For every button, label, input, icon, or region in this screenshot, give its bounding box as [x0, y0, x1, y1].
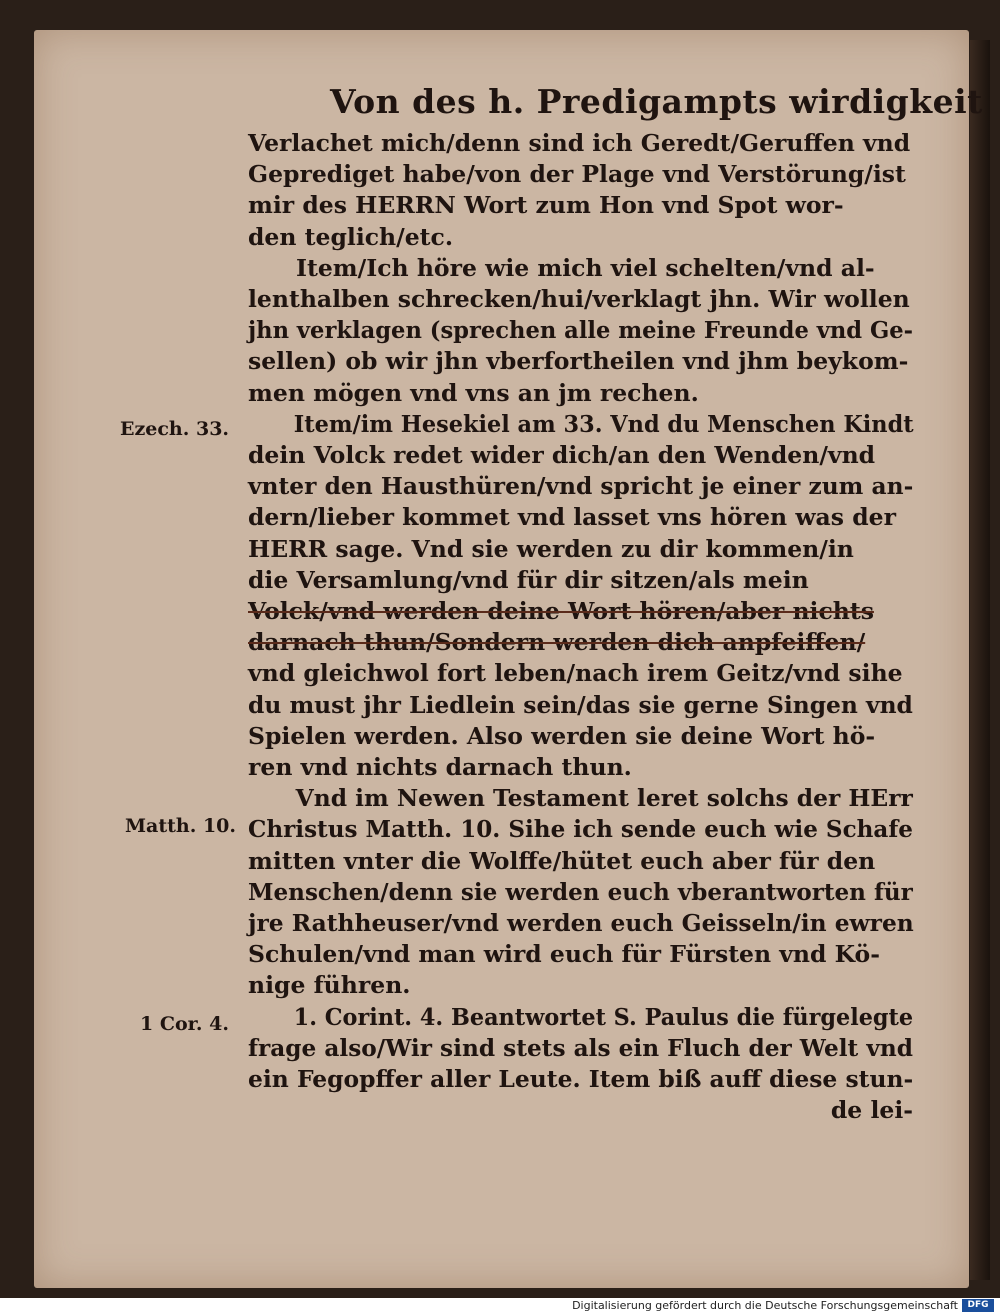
text-line: dein Volck redet wider dich/an den Wenden/vnd — [248, 441, 876, 470]
catchword: de lei- — [830, 1096, 913, 1125]
text-line: jhn verklagen (sprechen alle meine Freunde vnd Ge- — [248, 316, 914, 345]
text-line: die Versamlung/vnd für dir sitzen/als mein — [248, 565, 809, 594]
text-line: HERR sage. Vnd sie werden zu dir kommen/in — [248, 534, 854, 563]
dfg-logo-icon: DFG — [962, 1299, 994, 1312]
text-line: Item/im Hesekiel am 33. Vnd du Menschen Kindt — [293, 409, 914, 438]
footer-credit: Digitalisierung gefördert durch die Deutsche Forschungsgemeinschaft — [572, 1299, 958, 1312]
text-line-struck: darnach thun/Sondern werden dich anpfeiffen/ — [248, 628, 866, 657]
text-line: 1. Corint. 4. Beantwortet S. Paulus die fürgelegte — [293, 1002, 914, 1031]
text-line: Item/Ich höre wie mich viel schelten/vnd al- — [296, 253, 875, 282]
footer-bar — [0, 1298, 1000, 1313]
text-line: den teglich/etc. — [248, 222, 454, 251]
text-line: vnter den Hausthüren/vnd spricht je einer zum an- — [248, 472, 914, 501]
text-line: Geprediget habe/von der Plage vnd Verstörung/ist — [248, 160, 906, 189]
text-line: Vnd im Newen Testament leret solchs der HErr — [295, 784, 913, 813]
marginal-note-cor: 1 Cor. 4. — [140, 1013, 229, 1035]
text-line: mir des HERRN Wort zum Hon vnd Spot wor- — [248, 191, 844, 220]
text-line: Schulen/vnd man wird euch für Fürsten vnd Kö- — [248, 940, 880, 969]
text-line-struck: Volck/vnd werden deine Wort hören/aber nichts — [248, 597, 874, 626]
text-line: vnd gleichwol fort leben/nach irem Geitz/vnd sihe — [248, 659, 903, 688]
text-line: Spielen werden. Also werden sie deine Wort hö- — [248, 721, 876, 750]
text-line: dern/lieber kommet vnd lasset vns hören was der — [248, 503, 896, 532]
text-line: lenthalben schrecken/hui/verklagt jhn. Wir wollen — [248, 285, 910, 314]
text-line: mitten vnter die Wolffe/hütet euch aber für den — [248, 846, 876, 875]
marginal-note-ezech: Ezech. 33. — [120, 418, 230, 440]
text-line: men mögen vnd vns an jm rechen. — [248, 378, 699, 407]
text-line: jre Rathheuser/vnd werden euch Geisseln/in ewren — [248, 909, 914, 938]
text-line: ein Fegopffer aller Leute. Item biß auff diese stun- — [248, 1065, 914, 1094]
running-head: Von des h. Predigampts wirdigkeit — [330, 82, 983, 121]
text-line: sellen) ob wir jhn vberfortheilen vnd jhm beykom- — [248, 347, 909, 376]
text-line: nige führen. — [248, 971, 411, 1000]
text-line: Menschen/denn sie werden euch vberantworten für — [248, 877, 913, 906]
text-line: du must jhr Liedlein sein/das sie gerne Singen vnd — [248, 690, 913, 719]
text-line: ren vnd nichts darnach thun. — [248, 753, 632, 782]
body-text — [248, 128, 913, 1127]
text-line: frage also/Wir sind stets als ein Fluch der Welt vnd — [248, 1033, 913, 1062]
marginal-note-matth: Matth. 10. — [125, 815, 236, 837]
text-line: Verlachet mich/denn sind ich Geredt/Geruffen vnd — [248, 129, 911, 157]
text-line: Christus Matth. 10. Sihe ich sende euch wie Schafe — [248, 815, 913, 844]
page-edge — [970, 40, 990, 1280]
